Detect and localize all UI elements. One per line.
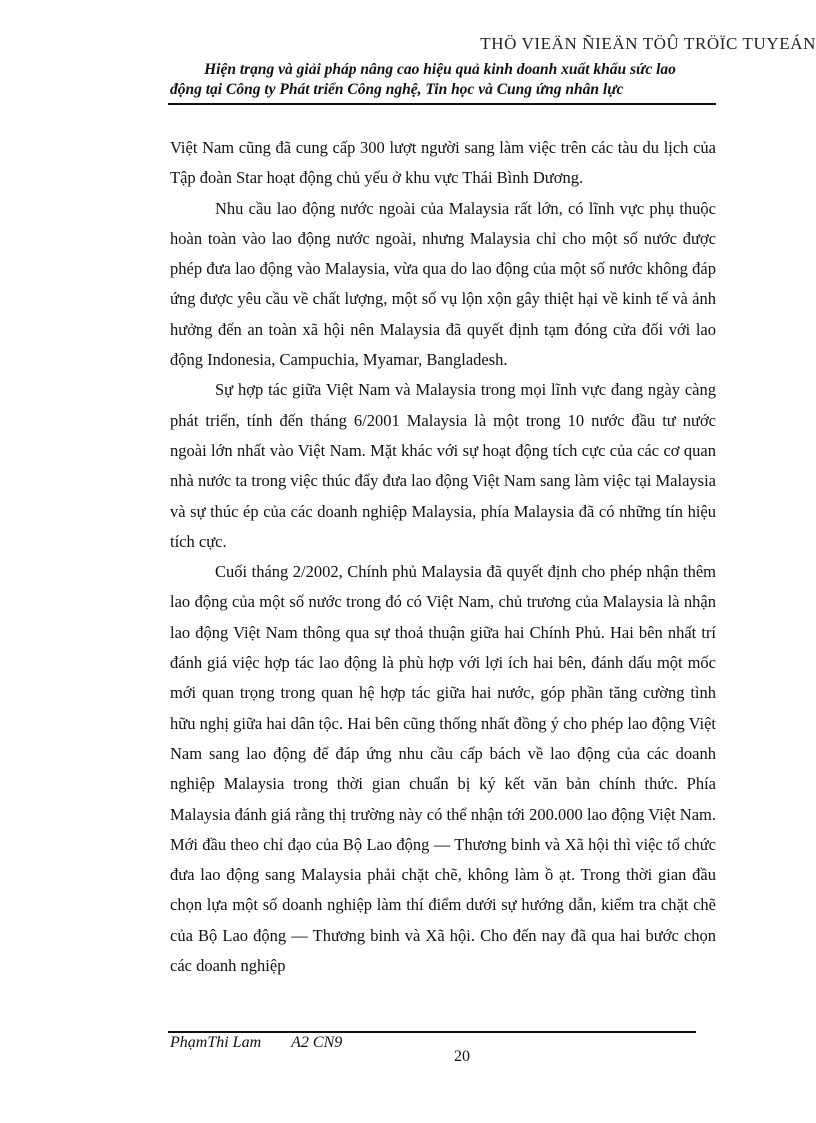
paragraph-2: Nhu cầu lao động nước ngoài của Malaysia rất lớn, có lĩnh vực phụ thuộc hoàn toàn vào lao động nước ngoài, nhưng Malaysia chỉ cho một số nước được phép đưa lao động vào Malaysia, vừa qua do lao động của một số nước không đáp ứng được yêu cầu về chất lượng, một số vụ lộn xộn gây thiệt hại về kinh tế và ảnh hưởng đến an toàn xã hội nên Malaysia đã quyết định tạm đóng cửa đối với lao động Indonesia, Campuchia, Myamar, Bangladesh. — [170, 198, 716, 370]
author-name: PhạmThi Lam — [170, 1034, 262, 1051]
paragraph-4: Cuối tháng 2/2002, Chính phủ Malaysia đã quyết định cho phép nhận thêm lao động của một số nước trong đó có Việt Nam, chủ trương của Malaysia là nhận lao động Việt Nam thông qua sự thoả thuận giữa hai Chính Phủ. Hai bên nhất trí đánh giá việc hợp tác lao động là phù hợp với lợi ích hai bên, đánh dấu một mốc mới quan trọng trong quan hệ hợp tác giữa hai nước, góp phần tăng cường tình hữu nghị giữa hai dân tộc. Hai bên cũng thống nhất đồng ý cho phép lao động Việt Nam sang lao động để đáp ứng nhu cầu cấp bách về lao động của các doanh nghiệp Malaysia trong thời gian chuẩn bị ký kết văn bản chính thức. Phía Malaysia đánh giá rằng thị trường này có thể nhận tới 200.000 lao động Việt Nam. Mới đầu theo chỉ đạo của Bộ Lao động — Thương binh và Xã hội thì việc tổ chức đưa lao động sang Malaysia phải chặt chẽ, không làm ồ ạt. Trong thời gian đầu chọn lựa một số doanh nghiệp làm thí điểm dưới sự hướng dẫn, kiểm tra chặt chẽ của Bộ Lao động — Thương binh và Xã hội. Cho đến nay đã qua hai bước chọn các doanh nghiệp — [170, 562, 716, 976]
header-line-2: động tại Công ty Phát triển Công nghệ, Tin học và Cung ứng nhân lực — [170, 81, 624, 98]
footer-author-info — [170, 1034, 342, 1052]
header-line-1: Hiện trạng và giải pháp nâng cao hiệu quả kinh doanh xuất khẩu sức lao — [204, 61, 676, 78]
paragraph-1: Việt Nam cũng đã cung cấp 300 lượt người sang làm việc trên các tàu du lịch của Tập đoàn Star hoạt động chủ yếu ở khu vực Thái Bình Dương. — [170, 138, 716, 188]
watermark-text: THÖ VIEÄN ÑIEÄN TÖÛ TRÖÏC TUYEÁN — [480, 34, 816, 53]
running-header — [170, 60, 710, 100]
page-number: 20 — [454, 1048, 470, 1065]
paragraph-3: Sự hợp tác giữa Việt Nam và Malaysia trong mọi lĩnh vực đang ngày càng phát triển, tính đến tháng 6/2001 Malaysia là một trong 10 nước đầu tư nước ngoài lớn nhất vào Việt Nam. Mặt khác với sự hoạt động tích cực của các cơ quan nhà nước ta trong việc thúc đẩy đưa lao động Việt Nam sang làm việc tại Malaysia và sự thúc ép của các doanh nghiệp Malaysia, phía Malaysia đã có những tín hiệu tích cực. — [170, 380, 716, 551]
document-body — [170, 133, 716, 981]
header-divider — [168, 103, 716, 105]
class-code: A2 CN9 — [291, 1034, 343, 1051]
footer-divider — [168, 1031, 696, 1033]
